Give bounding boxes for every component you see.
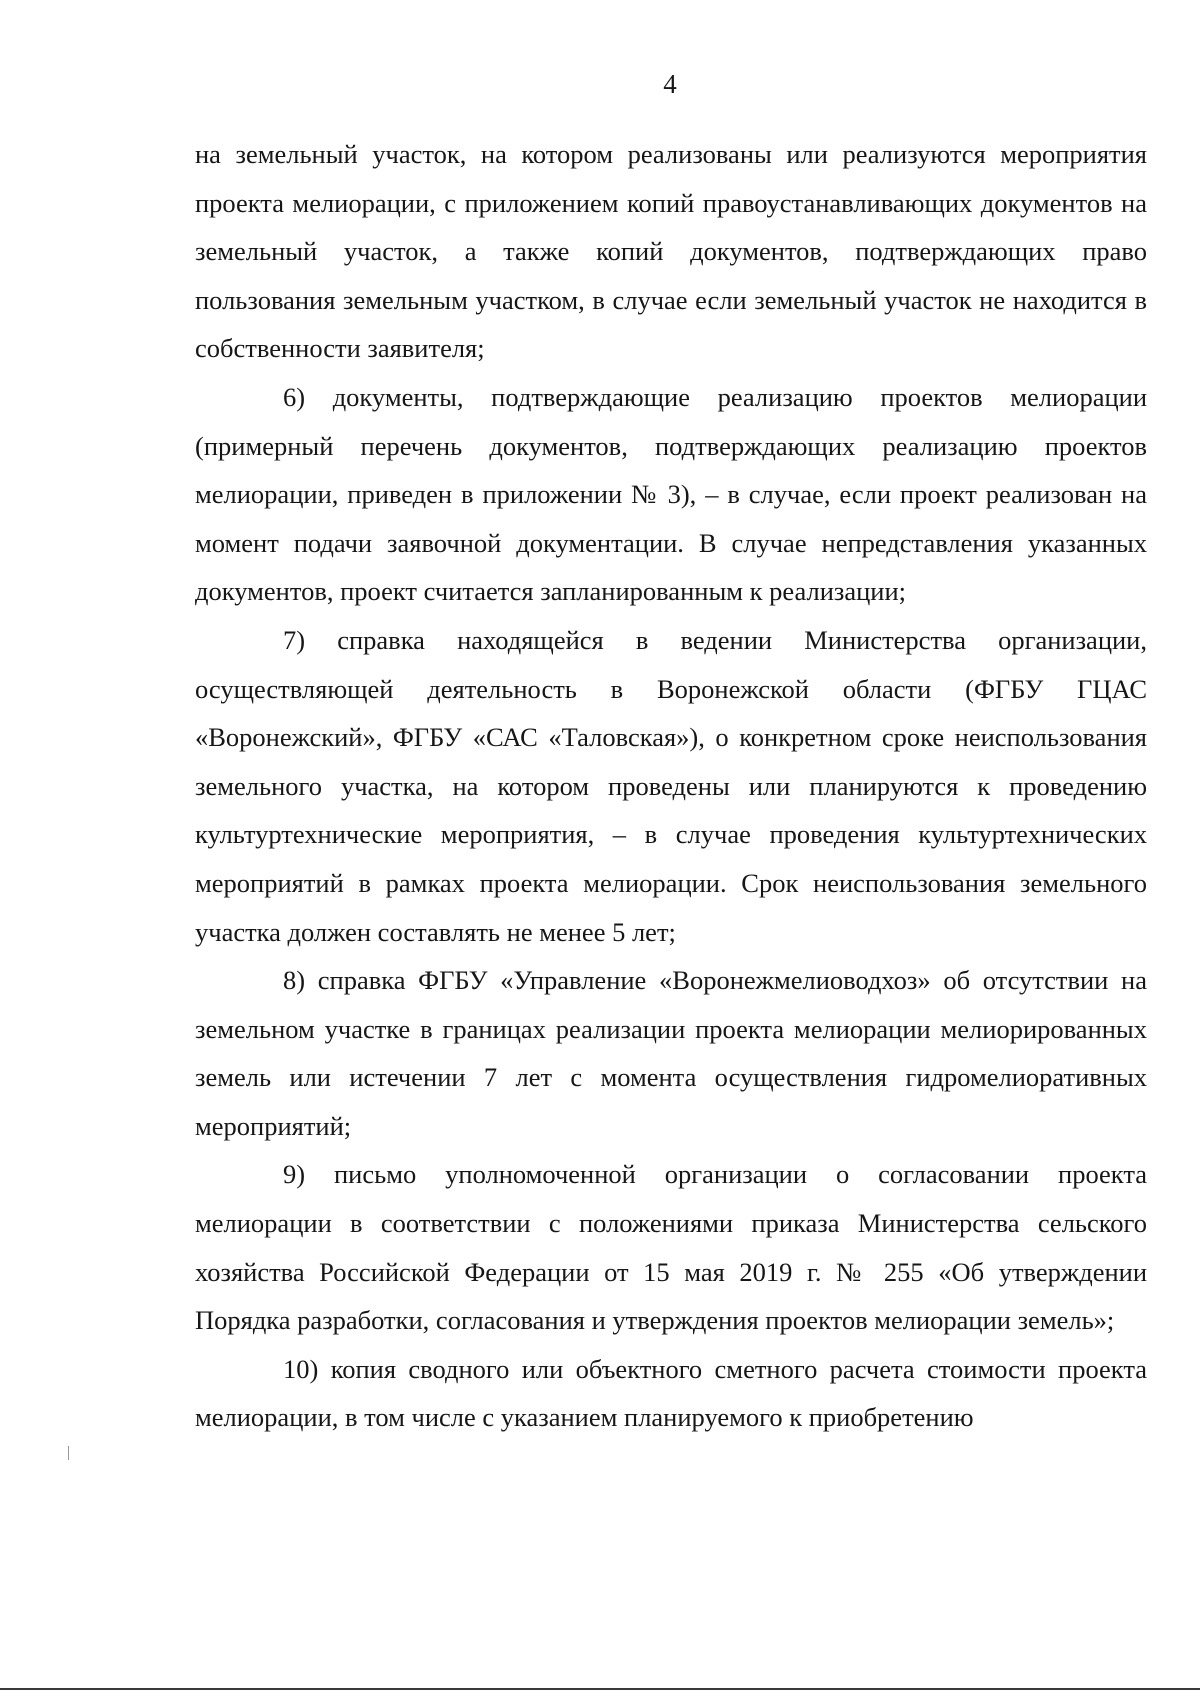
- paragraph-item-10: 10) копия сводного или объектного сметного расчета стоимости проекта мелиорации, в том числе с указанием планируемого к приобретению: [195, 1353, 1147, 1433]
- paragraph-item-8: 8) справка ФГБУ «Управление «Воронежмелиоводхоз» об отсутствии на земельном участке в границах реализации проекта мелиорации мелиорированных земель или истечении 7 лет с момента осуществления гидромелиоративных мероприятий;: [195, 965, 1147, 1141]
- page-number: 4: [663, 69, 677, 99]
- paragraph-continuation: на земельный участок, на котором реализованы или реализуются мероприятия проекта мелиорации, с приложением копий правоустанавливающих документов на земельный участок, а также копий документов, подтверждающих право пользования земельным участком, в случае если земельный участок не находится в собственности заявителя;: [195, 139, 1147, 364]
- paragraph-item-7: 7) справка находящейся в ведении Министерства организации, осуществляющей деятельность в Воронежской области (ФГБУ ГЦАС «Воронежский», ФГБУ «САС «Таловская»), о конкретном сроке неиспользования земельного участка, на котором проведены или планируются к проведению культуртехнические мероприятия, – в случае проведения культуртехнических мероприятий в рамках проекта мелиорации. Срок неиспользования земельного участка должен составлять не менее 5 лет;: [195, 624, 1147, 947]
- paragraph-item-9: 9) письмо уполномоченной организации о согласовании проекта мелиорации в соответствии с положениями приказа Министерства сельского хозяйства Российской Федерации от 15 мая 2019 г. № 255 «Об утверждении Порядка разработки, согласования и утверждения проектов мелиорации земель»;: [195, 1159, 1147, 1336]
- paragraph-item-6: 6) документы, подтверждающие реализацию проектов мелиорации (примерный перечень документов, подтверждающих реализацию проектов мелиорации, приведен в приложении № 3), – в случае, если проект реализован на момент подачи заявочной документации. В случае непредставления указанных документов, проект считается запланированным к реализации;: [195, 381, 1147, 607]
- scan-edge-line: [0, 1688, 1200, 1690]
- document-body: [195, 130, 1147, 1442]
- scan-mark: [68, 1446, 69, 1460]
